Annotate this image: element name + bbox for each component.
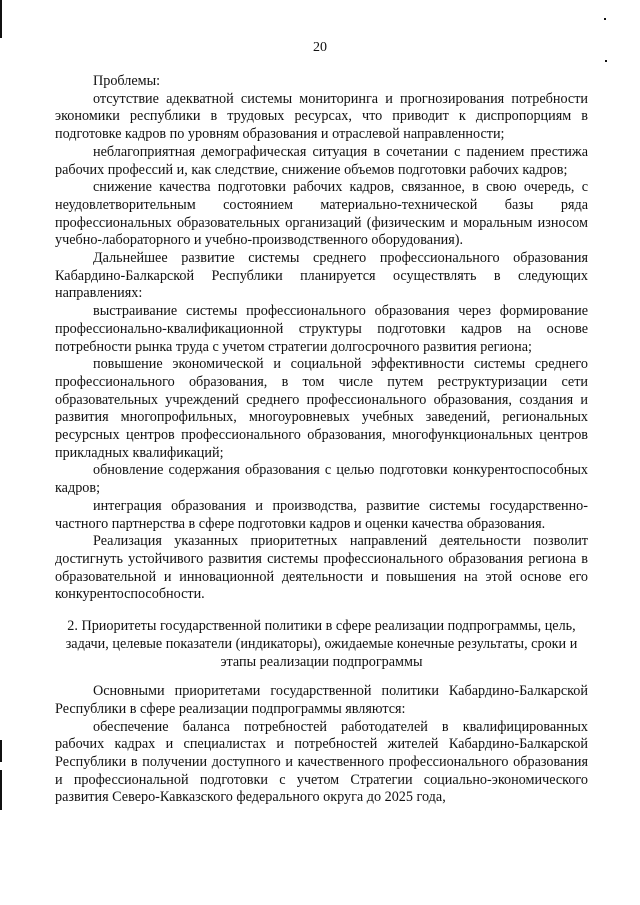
paragraph-development-intro: Дальнейшее развитие системы среднего профессионального образования Кабардино-Балкарской Республики планируется осуществлять в следующих направлениях: (55, 250, 588, 302)
paragraph-problem-monitoring: отсутствие адекватной системы мониторинга и прогнозирования потребности экономики республики в трудовых ресурсах, что приводит к диспропорциям в подготовке кадров по уровням образования и отраслевой направленности; (55, 90, 588, 143)
scan-edge-mark-lower (0, 770, 2, 810)
paragraph-problem-quality: снижение качества подготовки рабочих кадров, связанное, в свою очередь, с неудовлетворительным состоянием материально-технической базы ряда профессиональных образовательных организаций (физическим и моральным износом учебно-лабораторного и учебно-производственного оборудования). (55, 179, 588, 249)
scan-dot-right-top (604, 18, 606, 20)
scan-edge-mark-top (0, 0, 2, 38)
scan-edge-mark-middle (0, 740, 2, 762)
paragraph-problem-demography: неблагоприятная демографическая ситуация в сочетании с падением престижа рабочих профессий и, как следствие, снижение объемов подготовки рабочих кадров; (55, 143, 588, 178)
paragraph-problems-title: Проблемы: (93, 73, 161, 89)
paragraph-direction-efficiency: повышение экономической и социальной эффективности системы среднего профессионального образования, в том числе путем реструктуризации сети образовательных учреждений среднего профессионального образования, создания и развития многопрофильных, многоуровневых учебных заведений, региональных ресурсных центров профессионального образования, многофункциональных центров прикладных квалификаций; (55, 356, 588, 461)
paragraph-implementation-result: Реализация указанных приоритетных направлений деятельности позволит достигнуть устойчивого развития системы профессионального образования региона в образовательной и инновационной деятельности и повышения на этой основе его конкурентоспособности. (55, 533, 588, 603)
section-heading: 2. Приоритеты государственной политики в сфере реализации подпрограммы, цель, задачи, целевые показатели (индикаторы), ожидаемые конечные результаты, сроки и этапы реализации подпрограммы (65, 618, 578, 670)
paragraph-direction-integration: интеграция образования и производства, развитие системы государственно-частного партнерства в сфере подготовки кадров и оценки качества образования. (55, 497, 588, 532)
paragraph-direction-structure: выстраивание системы профессионального образования через формирование профессионально-квалификационной структуры подготовки кадров на основе потребности рынка труда с учетом стратегии долгосрочного развития региона; (55, 303, 588, 355)
scan-dot-right-mid (605, 60, 607, 62)
document-body (55, 73, 588, 807)
paragraph-priority-balance: обеспечение баланса потребностей работодателей в квалифицированных рабочих кадрах и специалистах и потребностей жителей Кабардино-Балкарской Республики в получении доступного и качественного профессионального образования и профессиональной подготовки с учетом Стратегии социально-экономического развития Северо-Кавказского федерального округа до 2025 года, (55, 718, 588, 806)
paragraph-priorities-intro: Основными приоритетами государственной политики Кабардино-Балкарской Республики в сфере реализации подпрограммы являются: (55, 683, 588, 717)
page-number: 20 (313, 40, 327, 55)
paragraph-direction-content: обновление содержания образования с целью подготовки конкурентоспособных кадров; (55, 462, 588, 497)
